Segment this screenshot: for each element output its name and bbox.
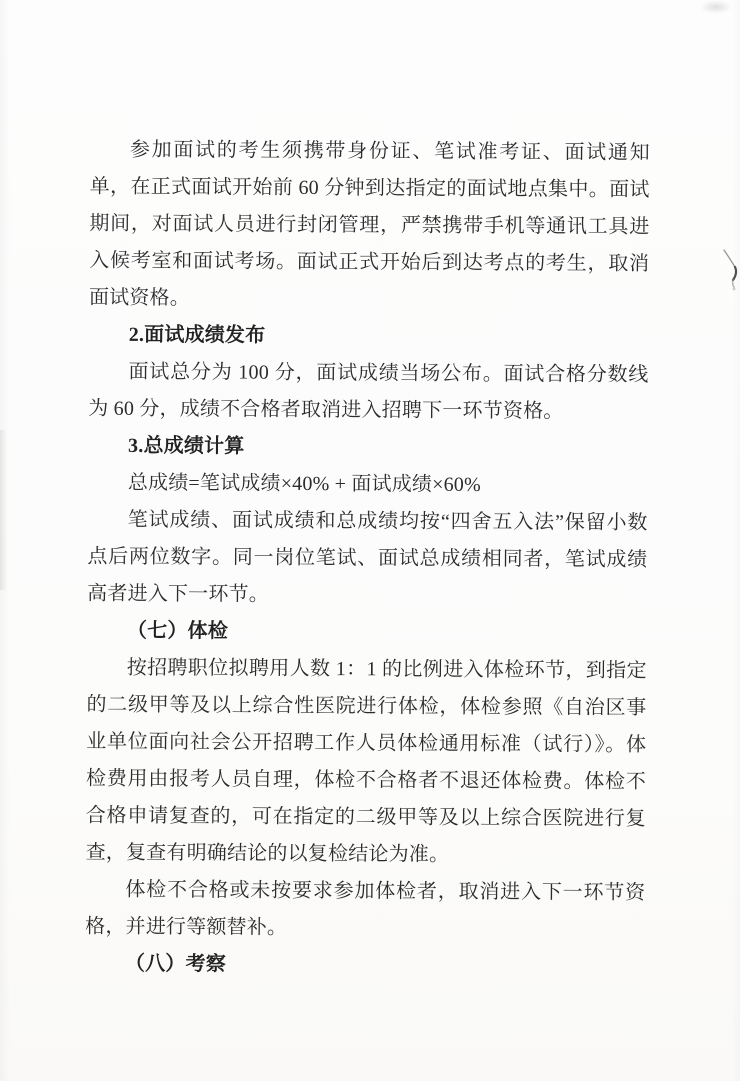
paragraph-interview-admission-rules: 参加面试的考生须携带身份证、笔试准考证、面试通知单，在正式面试开始前 60 分钟到达指定的面试地点集中。面试期间，对面试人员进行封闭管理，严禁携带手机等通讯工具进入候考室和面试考场。面试正式开始后到达考点的考生，取消面试资格。 [88,138,650,310]
heading-interview-score-release: 2.面试成绩发布 [128,323,266,347]
heading-physical-examination: （七）体检 [126,619,229,643]
document-body [85,132,650,986]
pen-mark-icon [722,246,740,292]
paragraph-interview-score-details: 面试总分为 100 分，面试成绩当场公布。面试合格分数线为 60 分，成绩不合格者取消进入招聘下一环节资格。 [88,360,649,423]
heading-total-score-calculation: 3.总成绩计算 [128,434,245,458]
scan-edge-shade [0,430,7,590]
paragraph-physical-exam-rules: 按招聘职位拟聘用人数 1：1 的比例进入体检环节，到指定的二级甲等及以上综合性医院进行体检，体检参照《自治区事业单位面向社会公开招聘工作人员体检通用标准（试行）》。体检费用由报考人员自理，体检不合格者不退还体检费。体检不合格申请复查的，可在指定的二级甲等及以上综合医院进行复查，复查有明确结论的以复检结论为准。 [85,656,647,866]
paragraph-score-rounding-rules: 笔试成绩、面试成绩和总成绩均按“四舍五入法”保留小数点后两位数字。同一岗位笔试、面试总成绩相同者，笔试成绩高者进入下一环节。 [87,508,648,606]
paragraph-physical-exam-failure: 体检不合格或未按要求参加体检者，取消进入下一环节资格，并进行等额替补。 [85,878,646,939]
scan-smudge [700,0,732,14]
heading-inspection: （八）考察 [124,952,226,976]
total-score-formula: 总成绩=笔试成绩×40% + 面试成绩×60% [127,471,481,496]
